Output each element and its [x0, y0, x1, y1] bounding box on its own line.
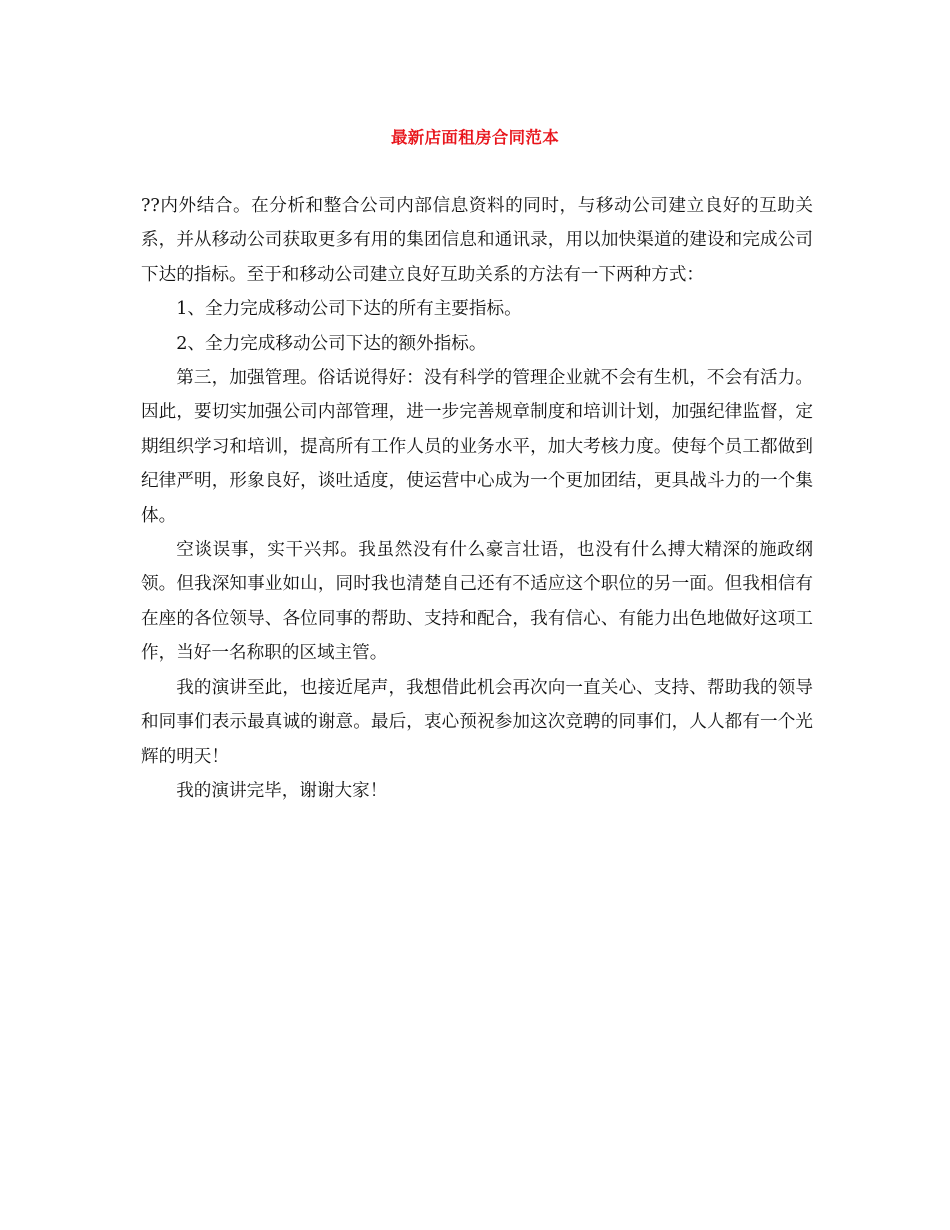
document-body	[141, 189, 813, 808]
paragraph-5: 空谈误事，实干兴邦。我虽然没有什么豪言壮语，也没有什么搏大精深的施政纲领。但我深知事业如山，同时我也清楚自己还有不适应这个职位的另一面。但我相信有在座的各位领导、各位同事的帮助、支持和配合，我有信心、有能力出色地做好这项工作，当好一名称职的区域主管。	[141, 540, 813, 664]
paragraph-2: 1、全力完成移动公司下达的所有主要指标。	[176, 299, 522, 320]
paragraph-4: 第三，加强管理。俗话说得好：没有科学的管理企业就不会有生机，不会有活力。因此，要切实加强公司内部管理，进一步完善规章制度和培训计划，加强纪律监督，定期组织学习和培训，提高所有工作人员的业务水平，加大考核力度。使每个员工都做到纪律严明，形象良好，谈吐适度，使运营中心成为一个更加团结，更具战斗力的一个集体。	[141, 368, 813, 526]
paragraph-6: 我的演讲至此，也接近尾声，我想借此机会再次向一直关心、支持、帮助我的领导和同事们表示最真诚的谢意。最后，衷心预祝参加这次竞聘的同事们，人人都有一个光辉的明天！	[141, 677, 813, 767]
paragraph-3: 2、全力完成移动公司下达的额外指标。	[176, 333, 487, 354]
paragraph-7: 我的演讲完毕，谢谢大家！	[176, 780, 388, 801]
paragraph-1: ??内外结合。在分析和整合公司内部信息资料的同时，与移动公司建立良好的互助关系，并从移动公司获取更多有用的集团信息和通讯录，用以加快渠道的建设和完成公司下达的指标。至于和移动公司建立良好互助关系的方法有一下两种方式：	[141, 196, 813, 285]
page-title: 最新店面租房合同范本	[391, 128, 559, 147]
